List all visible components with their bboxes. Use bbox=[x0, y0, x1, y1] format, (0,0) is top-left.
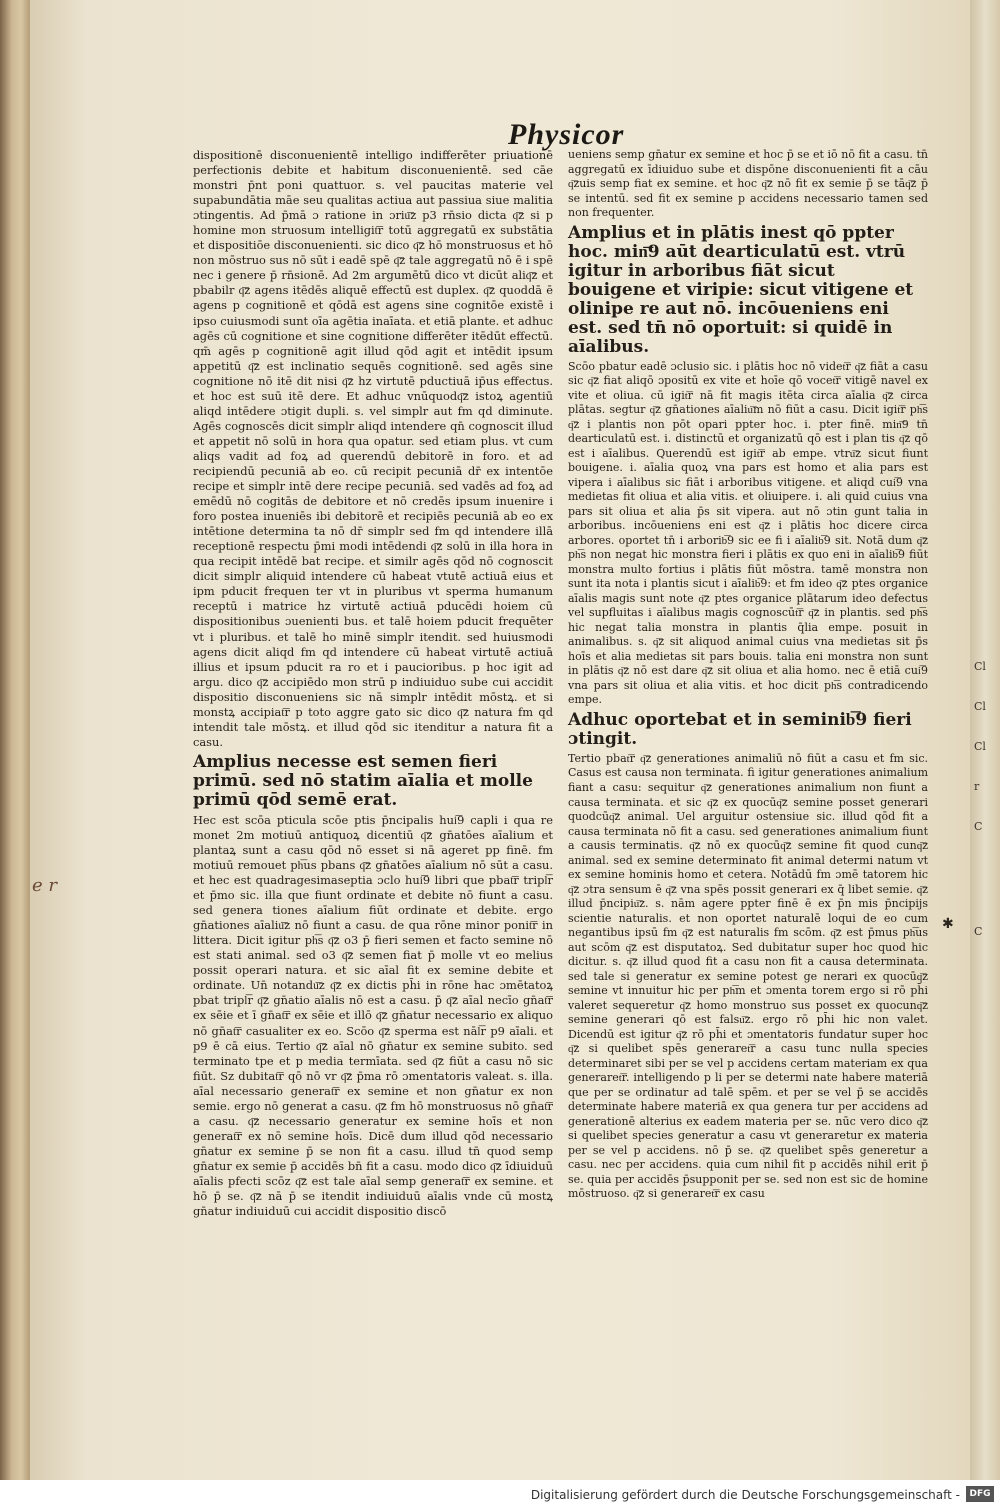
edge-glimpse: C bbox=[974, 925, 983, 938]
commentary-paragraph: dispositionē disconuenientē intelligo indifferēter priuationē perfectionis debite et habitum disconuenientē. sed cāe monstri p̄nt poni quattuor. s. vel paucitas materie vel supabundātia māe seu qualitas actiua aut passiua siue malitia ɔtingentis. Ad p̄mā ɔ ratione in ɔriu͞z p3 rn̄sio dicta q͞z si p homine mon struosum intelligit͞r totū aggregatū ex substātia et dispositiōe disconuenienti. sic dico q͞z hō monstruosus et hō non mōstruo sus nō sūt i eadē spē q͞z tale aggregatū nō ē i spē nec i genere p̄ rn̄sionē. Ad 2m argumētū dico vt dicūt aliq͞z et pbabilr q͞z agens itēdēs aliquē effectū est duplex. q͞z quoddā ē agens p cognitionē et qōdā est agens sine cognitōe existē i ipso cuiusmodi sunt oīa agētia inaīata. et etiā plante. et adhuc agēs cū cognitione et sine cognitione differēter itēdūt effectū. qm̄ agēs p cognitionē agit illud qōd agit et intēdit ipsum appetitū q͞z est inclinatio sequēs cognitionē. sed agēs sine cognitione nō itē dit nisi q͞z hz virtutē pductiuā ip̄us effectus. et hoc est suū itē dere. Et adhuc vnūquodq͞z istoꝝ agentiū aliqd intēdere ɔtigit dupli. s. vel simplr aut fm qd diminute. Agēs cognoscēs dicit simplr aliqd intendere qn̄ cognoscit illud et appetit nō solū in hora qua opatur. sed etiam plus. vt cum aliqs vadit ad foꝝ ad querendū debitorē in foro. et ad recipiendū pecuniā ab eo. cū recipit pecuniā dr̄ ex intentōe recipe et simplr intē dere recipe pecuniā. sed vadēs ad foꝝ ad emēdū nō cogitās de debitore et nō credēs ipsum inuenire i foro postea inueniēs ibi debitorē et recipiēs pecuniā ab eo ex intētione determina ta nō dr̄ simplr sed fm qd intendere illā receptionē respectu p̄mi modi intēdendi q͞z solū in illa hora in qua recipit intēdē bat recipe. et similr agēs qōd nō cognoscit dicit simplr aliquid intendere cū habeat vtutē actiuā eius et ipm pducit frequen ter vt in pluribus vt sperma humanum receptū i matrice hz virtutē actiuā pducēdi hoiem cū dispositionibus ɔuenienti bus. et talē hoiem pducit frequēter vt i pluribus. et talē ho minē simplr itendit. sed huiusmodi agens dicit aliqd fm qd intendere cū habeat virtutē actiuā illius et ipsum pducit ra ro et i paucioribus. p hoc igit ad argu. dico q͞z accipiēdo mon strū p indiuiduo sube cui accidit dispositio disconueniens sic nā simplr intēdit mōstꝝ. et si monstꝝ accipiat͞r p toto aggre gato sic dico q͞z natura fm qd intendit tale mōstꝝ. et illud qōd sic itenditur a natura fit a casu. bbox=[193, 148, 553, 749]
commentary-paragraph: ueniens semp gn̄atur ex semine et hoc p̄ se et iō nō fit a casu. tn̄ aggregatū ex īdiuiduo sube et dispōne disconuenienti fit a cāu q͞zuis semp fiat ex semine. et hoc q͞z nō fit ex semie p̄ se tāq͞z p̄ se intentū. sed fit ex semine p accidens necessario tamen sed non frequenter. bbox=[568, 148, 928, 220]
marginal-note: e r bbox=[32, 875, 57, 896]
commentary-paragraph: Scōo pbatur eadē ɔclusio sic. i plātis hoc nō videt͞r q͞z fiāt a casu sic q͞z fiat aliqō ɔpositū ex vite et hoīe qō vocet͞r vitigē navel ex vite et oliua. cū igit͞r nā fit magis itēta circa aīalia q͞z circa plātas. segtur q͞z gn̄ationes aīaliu͞m nō fiūt a casu. Dicit igit͞r ph͞s q͞z i plantis non pōt opari ppter hoc. i. pter finē. min͞9 tn̄ dearticulatū est. i. distinctū et organizatū qō est i plan tis q͞z qō est i aīalibus. Querendū est igit͞r ab empe. vtru͞z sicut fiunt bouigene. i. aīalia quoꝝ vna pars est homo et alia pars est vipera i aīalibus sic fiāt i arboribus vitigene. et aliqd cui͞9 vna medietas fit oliua et alia vitis. et oliuipere. i. ali quid cuius vna pars sit oliua et alia p̄s sit vipera. aut nō ɔtin gunt talia in arboribus. incōueniens eni est q͞z i plātis hoc dicere circa arbores. oportet tn̄ i arborib͞9 sic ee fi i aīalib͞9 sit. Notā dum q͞z ph͞s non negat hic monstra fieri i plātis ex quo eni in aīalib͞9 fiūt monstra multo fortius i plātis fiūt mōstra. tamē monstra non sunt ita nota i plantis sicut i aīalib͞9: et fm ideo q͞z ptes organice aīalis magis sunt note q͞z ptes organice plātarum ideo defectus vel supfluitas i aīalibus magis cognoscūt͞r q͞z in plantis. sed ph͞s hic negat talia monstra in plantis q̄lia empe. posuit in animalibus. s. q͞z sit aliquod animal cuius vna medietas sit p̄s hoīs et alia medietas sit pars bouis. talia eni monstra non sunt in plātis q͞z nō est dare q͞z sit oliua et alia homo. nec ē etiā cui͞9 vna pars sit oliua et alia vitis. et hoc dicit ph͞s contradicendo empe. bbox=[568, 359, 928, 707]
lemma-heading: Amplius et in plātis inest qō ppter hoc. min͞9 aūt dearticulatū est. vtrū igitur in arboribus fiāt sicut bouigene et viripie: sicut vitigene et olinipe re aut nō. incōueniens eni est. sed tn̄ nō oportuit: si quidē in aīalibus. bbox=[568, 222, 914, 357]
edge-glimpse: r bbox=[974, 780, 980, 793]
edge-glimpse: C bbox=[974, 820, 983, 833]
edge-glimpse: Cl bbox=[974, 740, 986, 753]
book-left-edge bbox=[0, 0, 30, 1480]
dfg-logo: DFG bbox=[966, 1486, 994, 1502]
lemma-heading: Amplius necesse est semen fieri primū. sed nō statim aīalia et molle primū qōd semē erat. bbox=[193, 751, 533, 810]
edge-glimpse: Cl bbox=[974, 700, 986, 713]
running-title: Physicor bbox=[508, 118, 625, 151]
next-page-edge bbox=[970, 0, 1000, 1480]
footer-credit: Digitalisierung gefördert durch die Deutsche Forschungsgemeinschaft - bbox=[530, 1488, 960, 1502]
left-column bbox=[193, 148, 553, 1219]
marginal-mark: ✱ bbox=[942, 917, 954, 932]
footer-bar bbox=[0, 1480, 1000, 1510]
commentary-paragraph: Tertio pbat͞r q͞z generationes animaliū nō fiūt a casu et fm sic. Casus est causa non terminata. fi igitur generationes animalium fiant a casu: sequitur q͞z generationes animalium non fiunt a causa terminata. et sic q͞z ex quocūq͞z semine posset generari quodcūq͞z animal. Uel arguitur ostensiue sic. illud qōd fit a causa terminata nō fit a casu. sed generationes animalium fiunt a causis terminatis. q͞z nō ex quocūq͞z semine fit quod cunq͞z animal. sed ex semine determinato fit animal determi natum vt ex semine hominis homo et cetera. Notādū fm ɔmē tatorem hic q͞z ɔtra sensum ē q͞z vna spēs possit generari ex q̄ libet semie. q͞z illud p̄ncipiu͞z. s. nām agere ppter finē ē ex p̄n mis p̄ncipijs scientie naturalis. et non oportet naturalē loqui de eo cum negantibus ipsū fm q͞z est naturalis fm scōm. q͞z est p̄mus ph͞us aut scōm q͞z est disputatoꝝ. Sed dubitatur super hoc quod hic dicitur. s. q͞z illud quod fit a casu non fit a causa determinata. sed tale si generatur ex semine potest ge nerari ex quocūq͞z semine vt innuitur hic per ph͞m et ɔmenta torem ergo si rō ph̄i valeret sequeretur q͞z homo monstruo sus posset ex quocunq͞z semine generari qō est falsu͞z. ergo rō ph̄i hic non valet. Dicendū est igitur q͞z rō ph̄i et ɔmentatoris fundatur super hoc q͞z si quelibet spēs generaret͞r a casu tunc nulla species determinaret sibi per se vel p accidens certam materiam ex qua generaret͞r. intelligendo p li per se determi nate habere materiā que per se ordinatur ad talē spēm. et per se vel p̄ se accidēs determinate habere materiā ex qua genera tur per accidens ad generationē alterius ex eadem materia per se. nūc vero dico q͞z si quelibet species generatur a casu vt generaretur ex materia per se vel p accidens. nō p̄ se. q͞z quelibet spēs generetur a casu. nec per accidens. quia cum nihil fit p accidēs nihil erit p̄ se. quia per accidēs p̄supponit per se. sed non est sic de homine mōstruoso. q͞z si generaret͞r ex casu bbox=[568, 751, 928, 1201]
edge-glimpse: Cl bbox=[974, 660, 986, 673]
commentary-paragraph: Hec est scōa pticula scōe ptis p̄ncipalis hui͞9 capli i qua re monet 2m motiuū antiquoꝝ dicentiū q͞z gn̄atōes aīalium et plantaꝝ sunt a casu qōd nō esset si nā ageret pp finē. fm motiuū remouet ph͞us pbans q͞z gn̄atōes aīalium nō sūt a casu. et hec est quadragesimaseptia ɔclo hui͞9 libri que pbat͞r tripl͞r et p̄mo sic. illa que fiunt ordinate et debite nō fiunt a casu. sed genera tiones aīalium fiūt ordinate et debite. ergo gn̄ationes aīaliu͞z nō fiunt a casu. de qua rōne minor ponit͞r in littera. Dicit igitur ph͞s q͞z o3 p̄ fieri semen et facto semine nō est stati animal. sed o3 q͞z semen fiat p̄ molle vt eo melius possit operari natura. et sic aīal fit ex semine debite et ordinate. Un̄ notandu͞z q͞z ex dictis ph̄i in rōne hac ɔmētatoꝝ pbat tripl͞r q͞z gn̄atio aīalis nō est a casu. p̄ q͞z aīal necīo gn̄at͞r ex sēie et ī gn̄at͞r ex sēie et illō q͞z gn̄atur necessario ex aliquo nō gn̄at͞r casualiter ex eo. Scōo q͞z sperma est nāl͞r p9 aīali. et p9 ē cā eius. Tertio q͞z aīal nō gn̄atur ex semine subito. sed terminato tpe et p media termīata. sed q͞z fiūt a casu nō sic fiūt. Sz dubitat͞r qō nō vr q͞z p̄ma rō ɔmentatoris valeat. s. illa. aīal necessario generat͞r ex semine et non gn̄atur ex non semie. ergo nō generat a casu. q͞z fm hō monstruosus nō gn̄at͞r a casu. q͞z necessario generatur ex semine hoīs et non generat͞r ex nō semine hoīs. Dicē dum illud qōd necessario gn̄atur ex semine p̄ se non fit a casu. illud tn̄ quod semp gn̄atur ex semie p̄ accidēs bn̄ fit a casu. modo dico q͞z īdiuiduū aīalis pfecti scōz q͞z est tale aīal semp generat͞r ex semine. et hō p̄ se. q͞z nā p̄ se itendit indiuiduū aīalis vnde cū mostꝝ gn̄atur indiuiduū cui accidit dispositio discō bbox=[193, 812, 553, 1219]
lemma-heading: Adhuc oportebat et in seminib͞9 fieri ɔtingit. bbox=[568, 709, 912, 749]
right-column bbox=[568, 148, 928, 1202]
